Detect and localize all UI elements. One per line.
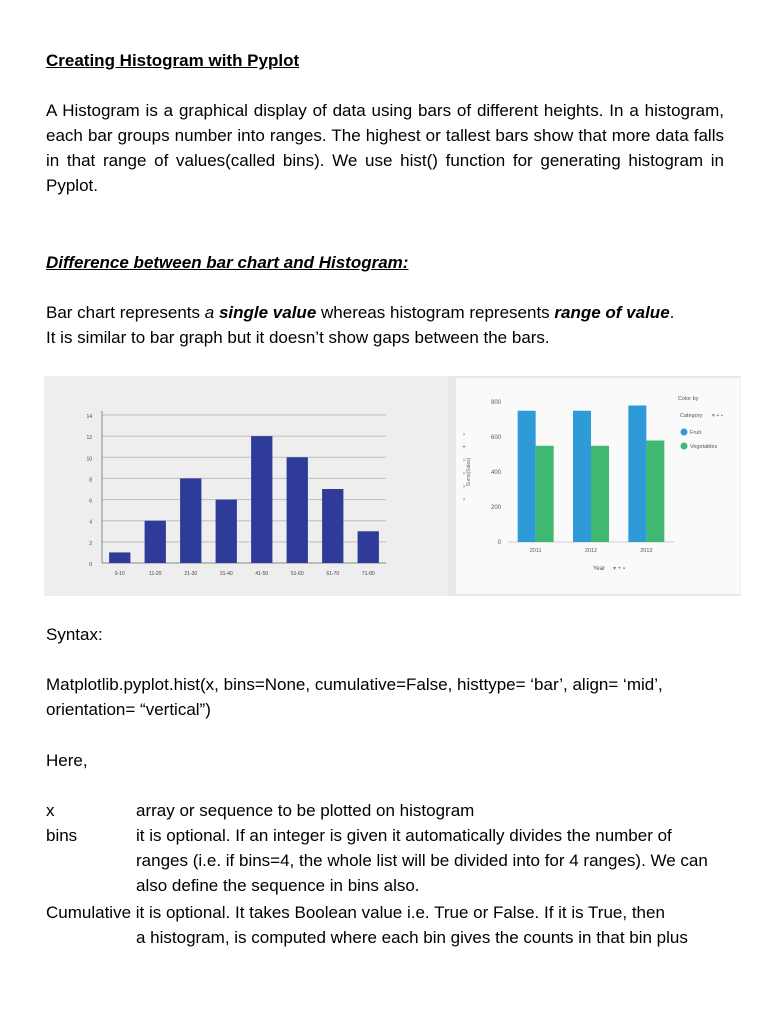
x-tick-label: 61-70	[326, 571, 340, 577]
param-desc: array or sequence to be plotted on histogram	[136, 801, 475, 820]
y-tick-label: 800	[490, 400, 501, 406]
series-bar-fruit	[518, 411, 536, 542]
x-tick-label: 21-30	[184, 571, 198, 577]
syntax-label: Syntax:	[46, 625, 103, 644]
here-label: Here,	[46, 751, 88, 770]
cumulative-line1: Cumulative it is optional. It takes Boolean value i.e. True or False. If it is True, then	[46, 903, 665, 922]
difference-text-range-of-value: range of value	[554, 303, 670, 322]
difference-heading: Difference between bar chart and Histogram:	[46, 253, 409, 272]
legend-entry: Vegetables	[690, 444, 718, 450]
y-tick-label: 400	[490, 470, 501, 476]
toolbar-glyph-icon: +	[462, 445, 466, 451]
histogram-bar	[145, 521, 166, 563]
param-name: bins	[46, 826, 78, 845]
histogram-bar	[180, 478, 201, 563]
toolbar-glyph-icon: ›	[463, 497, 465, 503]
x-tick-label: 0-10	[114, 571, 125, 577]
y-tick-label: 200	[490, 505, 501, 511]
series-bar-fruit	[628, 406, 646, 543]
legend-field: Category	[680, 413, 703, 419]
y-tick-label: 12	[86, 435, 92, 442]
page-title: Creating Histogram with Pyplot	[46, 51, 300, 70]
x-tick-label: 31-40	[219, 571, 233, 577]
histogram-chart	[44, 376, 448, 596]
difference-text-line2: It is similar to bar graph but it doesn’t show gaps between the bars.	[46, 328, 550, 347]
x-axis-label: Year	[592, 566, 606, 572]
difference-paragraph	[46, 300, 724, 350]
series-bar-fruit	[573, 411, 591, 542]
x-tick-label: 51-60	[290, 571, 304, 577]
y-axis-label: Sums(Sales)	[466, 457, 472, 487]
y-tick-label: 14	[86, 414, 92, 420]
difference-text-part2: whereas histogram represents	[316, 303, 555, 322]
x-tick-label: 41-50	[255, 571, 269, 577]
y-tick-label: 600	[490, 435, 501, 441]
grouped-bar-chart	[456, 378, 740, 594]
y-tick-label: 8	[89, 477, 92, 484]
legend-entry: Fruit	[690, 430, 701, 436]
x-tick-label: 2011	[529, 548, 542, 554]
cumulative-line2: a histogram, is computed where each bin gives the counts in that bin plus	[136, 928, 688, 947]
toolbar-glyph-icon: ›	[463, 471, 465, 477]
y-tick-label: 2	[89, 540, 92, 547]
difference-text-single-value: single value	[218, 303, 317, 322]
y-tick-label: 0	[497, 540, 501, 546]
difference-text-part3: .	[669, 303, 675, 322]
histogram-bar	[358, 531, 379, 563]
series-bar-vegetables	[591, 446, 609, 542]
histogram-bar	[322, 489, 343, 563]
difference-text-part1: Bar chart represents	[46, 303, 205, 322]
toolbar-glyph-icon: ›	[463, 484, 465, 490]
code-syntax: Matplotlib.pyplot.hist(x, bins=None, cumulative=False, histtype= ‘bar’, align= ‘mid’, orientation= “vertical”)	[46, 675, 663, 719]
y-tick-label: 4	[89, 519, 92, 526]
histogram-panel	[44, 376, 448, 596]
toolbar-glyph-icon: ›	[463, 432, 465, 438]
difference-text-a: a	[204, 303, 215, 322]
y-tick-label: 0	[89, 562, 92, 568]
figure-image	[44, 376, 741, 596]
y-tick-label: 10	[86, 456, 92, 463]
axis-controls-icon: ▾ + ▪	[613, 566, 625, 572]
x-tick-label: 2013	[640, 548, 653, 554]
histogram-bar	[216, 500, 237, 563]
intro-paragraph: A Histogram is a graphical display of data using bars of different heights. In a histogram, each bar groups number into ranges. The highest or tallest bars show that more data falls in that range of values(called bins). We use hist() function for generating histogram in Pyplot.	[46, 101, 724, 195]
param-name: x	[46, 801, 55, 820]
x-tick-label: 2012	[584, 548, 598, 554]
histogram-bar	[251, 436, 272, 563]
x-tick-label: 71-80	[361, 571, 375, 577]
legend-title: Color by	[678, 396, 699, 402]
grouped-bar-panel	[456, 378, 741, 594]
legend-swatch	[681, 443, 688, 450]
toolbar-glyph-icon: ›	[463, 458, 465, 464]
legend-controls-icon: ▾ + ▪	[712, 413, 723, 419]
histogram-bar	[287, 457, 308, 563]
x-tick-label: 11-20	[149, 571, 162, 577]
legend-swatch	[681, 429, 688, 436]
histogram-bar	[109, 552, 130, 563]
param-desc: it is optional. If an integer is given it automatically divides the number of ranges (i.e. if bins=4, the whole list will be divided into for 4 ranges). We can also define the sequence in bins also.	[136, 826, 708, 895]
series-bar-vegetables	[536, 446, 554, 542]
series-bar-vegetables	[646, 441, 664, 543]
y-tick-label: 6	[89, 498, 92, 505]
